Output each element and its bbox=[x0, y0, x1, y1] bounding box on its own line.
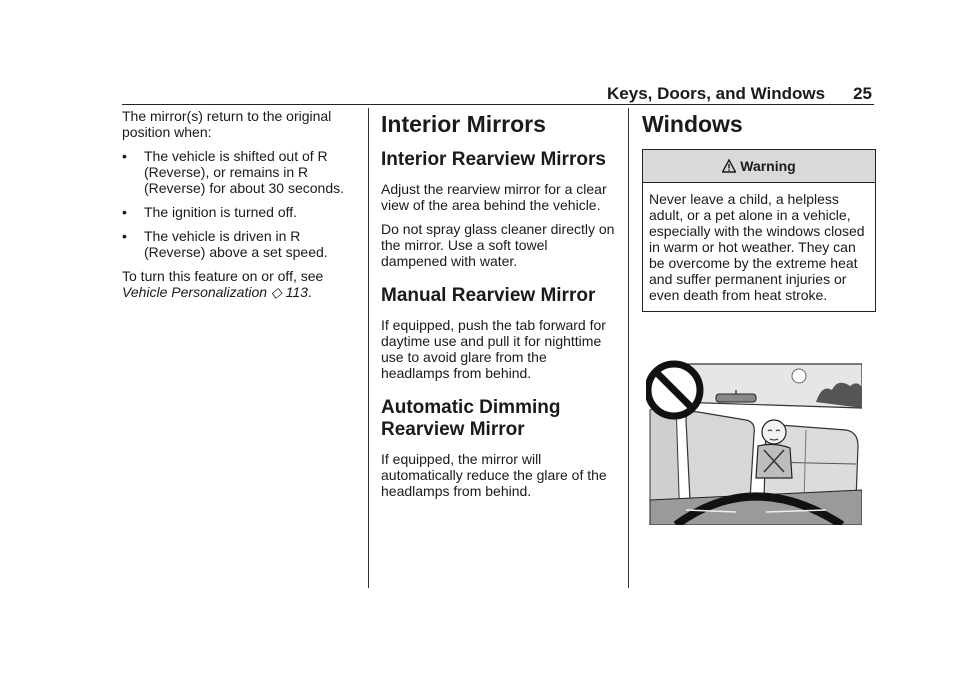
paragraph: If equipped, push the tab forward for daytime use and pull it for nighttime use to avoid glare from the headlamps from behind. bbox=[381, 317, 606, 381]
warning-label: Warning bbox=[740, 158, 796, 174]
intro-text: The mirror(s) return to the original position when: bbox=[122, 108, 332, 140]
section-title: Keys, Doors, and Windows bbox=[607, 84, 826, 103]
page-header bbox=[607, 84, 872, 104]
section-heading: Manual Rearview Mirror bbox=[381, 285, 596, 306]
windows-title: Windows bbox=[642, 111, 743, 137]
warning-text: Never leave a child, a helpless adult, or a pet alone in a vehicle, especially with the windows closed in warm or hot weather. They can be overcome by the extreme heat and suffer permanent injuries or even death from heat stroke. bbox=[649, 191, 865, 303]
outro-paragraph bbox=[122, 268, 352, 300]
warning-header bbox=[643, 150, 875, 183]
paragraph: Do not spray glass cleaner directly on the mirror. Use a soft towel dampened with water. bbox=[381, 221, 615, 269]
list-item-text: The vehicle is driven in R (Reverse) above a set speed. bbox=[144, 228, 328, 260]
link-label: Vehicle Personalization bbox=[122, 284, 268, 300]
list-item bbox=[122, 228, 352, 260]
page-number: 25 bbox=[853, 84, 872, 103]
vehicle-personalization-link[interactable] bbox=[122, 284, 308, 300]
no-child-in-car-icon bbox=[646, 350, 862, 525]
column-2 bbox=[381, 108, 617, 507]
list-item-text: The ignition is turned off. bbox=[144, 204, 298, 220]
outro-text: To turn this feature on or off, see bbox=[122, 268, 324, 284]
interior-mirrors-title: Interior Mirrors bbox=[381, 111, 546, 137]
column-3 bbox=[642, 108, 876, 312]
column-1 bbox=[122, 108, 352, 308]
bullet-marker: • bbox=[122, 204, 127, 220]
bullet-marker: • bbox=[122, 228, 127, 244]
section-heading: Automatic Dimming Rearview Mirror bbox=[381, 397, 561, 440]
column-divider-1 bbox=[368, 108, 369, 588]
child-in-car-illustration bbox=[646, 350, 862, 525]
page-ref-icon: ◇ bbox=[270, 284, 282, 300]
list-item bbox=[122, 148, 352, 196]
paragraph: Adjust the rearview mirror for a clear view of the area behind the vehicle. bbox=[381, 181, 607, 213]
warning-box bbox=[642, 149, 876, 312]
list-item bbox=[122, 204, 352, 220]
section-heading: Interior Rearview Mirrors bbox=[381, 149, 606, 170]
paragraph: If equipped, the mirror will automatically reduce the glare of the headlamps from behind. bbox=[381, 451, 607, 499]
warning-triangle-icon bbox=[722, 159, 736, 173]
outro-end: . bbox=[307, 284, 312, 300]
column-divider-2 bbox=[628, 108, 629, 588]
header-rule bbox=[122, 104, 874, 105]
list-item-text: The vehicle is shifted out of R (Reverse), or remains in R (Reverse) for about 30 seconds. bbox=[144, 148, 344, 196]
link-page: 113 bbox=[285, 284, 308, 300]
bullet-marker: • bbox=[122, 148, 127, 164]
